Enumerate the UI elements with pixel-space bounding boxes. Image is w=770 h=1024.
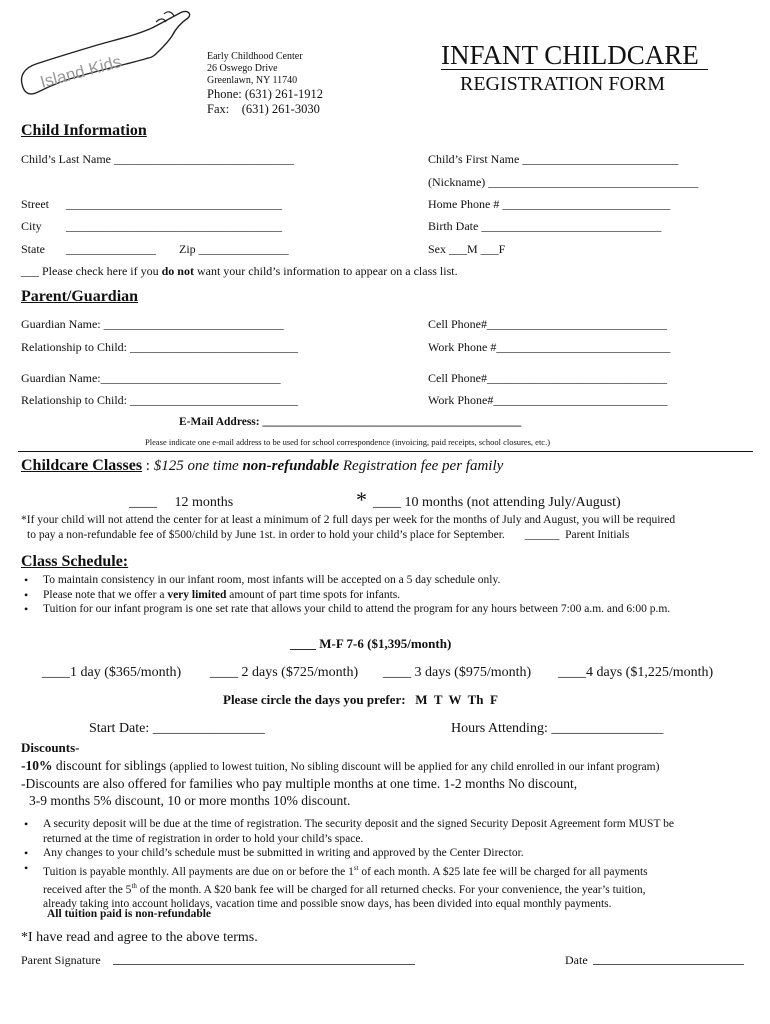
sibling-discount [21,758,659,774]
classes-fee-bold: non-refundable [242,458,340,474]
cell-phone-2[interactable]: Cell Phone#______________________________ [428,371,667,385]
center-name: Early Childhood Center [207,51,303,62]
street-label: Street [21,197,49,211]
schedule-bullet-2 [21,588,670,603]
terms-bullet-deposit [21,817,674,846]
classes-heading: Childcare Classes [21,457,143,474]
email-note: Please indicate one e-mail address to be used for school correspondence (invoicing, paid receipts, school closures, etc.) [145,437,551,447]
parent-heading: Parent/Guardian [21,288,139,305]
terms-bullet-changes: • Any changes to your child’s schedule must be submitted in writing and approved by the Center Director. [21,846,674,861]
sibling-discount-text: discount for siblings [52,758,170,773]
date-line[interactable] [593,964,744,965]
tuition-2-sup: th [131,881,137,890]
parent-signature-label: Parent Signature [21,953,101,967]
title-underline [441,69,708,70]
b2-post: amount of part time spots for infants. [226,588,401,601]
tuition-2b: of the month. A $20 bank fee will be charged for all returned checks. For your convenience, the year’s tuition, [136,883,646,896]
terms-bullet-tuition [21,861,674,912]
class-list-text-bold: do not [161,264,194,278]
option-2-days[interactable]: ____ 2 days ($725/month) [210,665,359,680]
schedule-heading: Class Schedule: [21,553,129,570]
start-date-field[interactable]: Start Date: ________________ [89,721,265,736]
option-10-months[interactable]: ____ 10 months (not attending July/August) [373,495,621,510]
class-list-optout[interactable] [21,264,458,279]
relationship-1[interactable]: Relationship to Child: ____________________________ [21,340,299,354]
home-phone-field[interactable]: Home Phone # ____________________________ [428,197,671,211]
child-last-name-field[interactable]: Child’s Last Name ______________________________ [21,152,294,166]
form-title: INFANT CHILDCARE [441,40,699,70]
tuition-3: already taking into account holidays, vacation time and possible snow days, has been divided into equal monthly payments. [43,898,612,911]
guardian-name-1[interactable]: Guardian Name: ______________________________ [21,317,284,331]
zip-field[interactable]: Zip _______________ [179,242,289,256]
summer-note-1: *If your child will not attend the center for at least a minimum of 2 full days per week for the months of July and August, you will be required [21,514,676,526]
center-phone: Phone: (631) 261-1912 [207,87,323,101]
child-info-heading: Child Information [21,122,147,139]
section-divider [18,451,753,452]
tuition-1-sup: st [353,863,359,872]
tuition-1b: of each month. A $25 late fee will be charged for all payments [358,865,648,878]
summer-note-2[interactable]: to pay a non-refundable fee of $500/child by June 1st. in order to hold your child’s place for September. ______ Parent Initials [27,529,630,541]
date-label: Date [565,953,588,967]
deposit-line-2: returned at the time of registration in order to hold your child’s space. [43,832,364,845]
sibling-discount-note: (applied to lowest tuition, No sibling discount will be applied for any child enrolled in our infant program) [169,761,660,773]
option-full-week[interactable]: ____ M-F 7-6 ($1,395/month) [290,636,452,651]
discounts-heading: Discounts- [21,740,80,755]
class-list-text-1: ___ Please check here if you [21,264,162,278]
child-first-name-field[interactable]: Child’s First Name __________________________ [428,152,679,166]
center-fax: Fax: (631) 261-3030 [207,102,320,116]
day-preference[interactable]: Please circle the days you prefer: M T W Th F [223,692,498,707]
classes-header [21,457,503,475]
center-address-1: 26 Oswego Drive [207,63,278,74]
schedule-bullet-3: • Tuition for our infant program is one set rate that allows your child to attend the program for any hours between 7:00 a.m. and 6:00 p.m. [21,602,670,617]
non-refundable-note: All tuition paid is non-refundable [47,908,212,920]
b2-bold: very limited [167,588,227,601]
classes-fee-2: Registration fee per family [339,458,504,474]
center-address-2: Greenlawn, NY 11740 [207,75,298,86]
nickname-field[interactable]: (Nickname) ___________________________________ [428,175,699,189]
center-contact [207,87,323,117]
b2-pre: Please note that we offer a [43,588,168,601]
form-subtitle: REGISTRATION FORM [460,73,666,95]
asterisk-marker: * [356,487,367,512]
island-kids-logo [14,6,194,106]
street-field[interactable]: ____________________________________ [66,197,282,211]
work-phone-2[interactable]: Work Phone#_____________________________ [428,393,668,407]
multi-month-discount-2: 3-9 months 5% discount, 10 or more months 10% discount. [29,793,351,808]
option-12-months[interactable]: ____ 12 months [129,495,234,510]
terms-bullets [21,817,674,912]
state-label: State [21,242,45,256]
state-field[interactable]: _______________ [66,242,156,256]
option-3-days[interactable]: ____ 3 days ($975/month) [383,665,532,680]
multi-month-discount: -Discounts are also offered for families who pay multiple months at one time. 1-2 months No discount, [21,776,578,791]
birth-date-field[interactable]: Birth Date ______________________________ [428,219,662,233]
relationship-2[interactable]: Relationship to Child: ____________________________ [21,393,299,407]
tuition-1a: Tuition is payable monthly. All payments are due on or before the 1 [43,865,354,878]
center-info [207,51,303,87]
logo-text: Island Kids [38,51,124,92]
deposit-line-1: A security deposit will be due at the time of registration. The security deposit and the signed Security Deposit Agreement form MUST be [43,818,674,830]
city-field[interactable]: ____________________________________ [66,219,282,233]
classes-fee-1: $125 one time [153,458,243,474]
sex-field[interactable]: Sex ___M ___F [428,242,506,256]
email-field[interactable]: E-Mail Address: _____________________________________________ [179,416,522,428]
tuition-2a: received after the 5 [43,883,132,896]
schedule-bullets [21,573,670,617]
classes-sep: : [142,458,154,474]
agree-statement: *I have read and agree to the above terms. [21,930,258,945]
work-phone-1[interactable]: Work Phone #_____________________________ [428,340,671,354]
city-label: City [21,219,42,233]
option-4-days[interactable]: ____4 days ($1,225/month) [558,665,714,680]
cell-phone-1[interactable]: Cell Phone#______________________________ [428,317,667,331]
parent-signature-line[interactable] [113,964,415,965]
sibling-discount-pct: -10% [21,758,53,773]
class-list-text-2: want your child’s information to appear on a class list. [193,264,458,278]
schedule-bullet-1: • To maintain consistency in our infant room, most infants will be accepted on a 5 day schedule only. [21,573,670,588]
option-1-day[interactable]: ____1 day ($365/month) [42,665,182,680]
hours-attending-field[interactable]: Hours Attending: ________________ [451,721,664,736]
guardian-name-2[interactable]: Guardian Name:______________________________ [21,371,281,385]
